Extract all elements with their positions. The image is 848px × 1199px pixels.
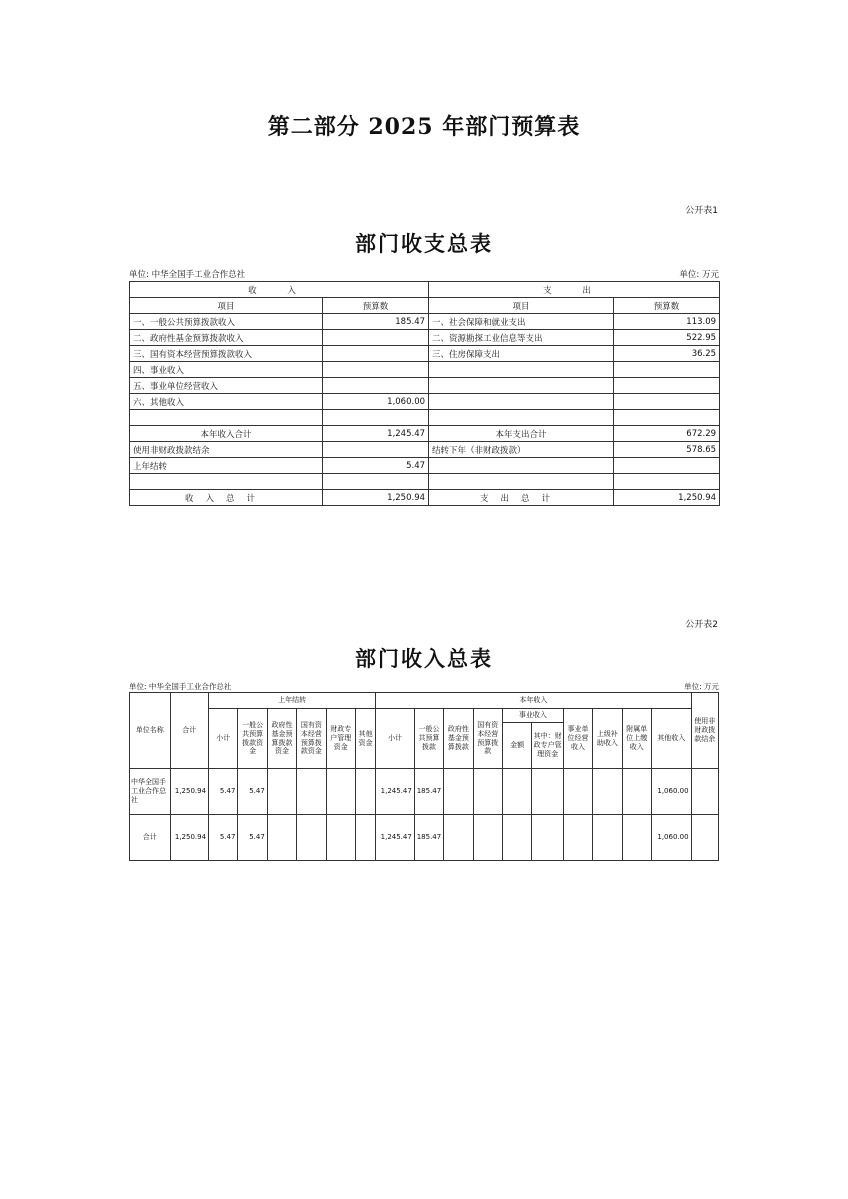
table-row [130,815,719,861]
expense-item-label: 本年支出合计 [429,426,614,442]
row-value: 5.47 [238,769,267,815]
table-row [130,394,720,410]
income-item-label: 收入总计 [130,490,323,506]
income-item-label [130,410,323,426]
row-value [444,815,473,861]
expense-item-value: 1,250.94 [614,490,720,506]
header-total: 合计 [170,693,209,769]
header-shiye-col: 金额 [502,723,531,769]
expense-item-value [614,394,720,410]
table-row [130,314,720,330]
header-curr-col: 政府性基金预算拨款 [444,709,473,769]
expense-item-value [614,458,720,474]
table1-unit-org: 单位: 中华全国手工业合作总社 [129,270,246,280]
table2-unit-row [129,681,719,692]
header-curr-col: 小计 [376,709,415,769]
income-item-label: 上年结转 [130,458,323,474]
header-curr-col: 上级补助收入 [593,709,622,769]
expense-item-label [429,378,614,394]
row-value [532,815,563,861]
row-value [326,815,355,861]
row-value: 1,245.47 [376,815,415,861]
expense-item-label [429,362,614,378]
header-nonfiscal-balance: 使用非财政拨款结余 [691,693,718,769]
expense-item-value [614,378,720,394]
header-curr-col: 其他收入 [651,709,691,769]
table-row [130,378,720,394]
table1-unit-row [129,268,719,280]
table-row [130,442,720,458]
row-value [267,815,296,861]
row-value [297,769,326,815]
expense-item-label: 二、资源勘探工业信息等支出 [429,330,614,346]
row-value: 185.47 [414,815,443,861]
row-value [563,815,592,861]
table-row [130,330,720,346]
income-item-label: 四、事业收入 [130,362,323,378]
table1-tag: 公开表1 [685,206,718,216]
income-expense-table [129,281,720,506]
income-item-value: 1,245.47 [323,426,429,442]
header-unit-name: 单位名称 [130,693,171,769]
income-item-value [323,474,429,490]
row-value [622,815,651,861]
row-value [355,815,375,861]
row-value [355,769,375,815]
expense-item-label: 支出总计 [429,490,614,506]
expense-item-label [429,394,614,410]
row-value: 1,245.47 [376,769,415,815]
header-prev-col: 财政专户管理资金 [326,709,355,769]
header-curr-col: 国有资本经营预算拨款 [473,709,502,769]
row-value: 1,250.94 [170,769,209,815]
row-value [563,769,592,815]
expense-item-value [614,410,720,426]
table2-title: 部门收入总表 [355,646,493,671]
row-value: 1,250.94 [170,815,209,861]
income-item-value: 5.47 [323,458,429,474]
income-item-label: 二、政府性基金预算拨款收入 [130,330,323,346]
income-summary-table [129,692,719,861]
table-row [130,769,719,815]
table2-unit-currency: 单位: 万元 [684,682,719,691]
row-value [593,769,622,815]
income-item-label: 使用非财政拨款结余 [130,442,323,458]
income-item-value: 1,250.94 [323,490,429,506]
col-header-item: 项目 [130,298,323,314]
row-value [532,769,563,815]
expense-header: 支 出 [429,282,720,298]
header-prev-col: 国有资本经营预算拨款资金 [297,709,326,769]
income-item-label: 本年收入合计 [130,426,323,442]
row-value [502,769,531,815]
row-value [444,769,473,815]
table-row [130,458,720,474]
row-value: 1,060.00 [651,769,691,815]
header-curr-col: 一般公共预算拨款 [414,709,443,769]
row-value: 5.47 [238,815,267,861]
header-shiye-col: 其中：财政专户管理资金 [532,723,563,769]
expense-item-label [429,458,614,474]
expense-item-label: 结转下年（非财政拨款） [429,442,614,458]
expense-item-value: 522.95 [614,330,720,346]
row-value [326,769,355,815]
total-row [130,490,720,506]
income-item-label: 六、其他收入 [130,394,323,410]
expense-item-label [429,410,614,426]
income-item-label: 三、国有资本经营预算拨款收入 [130,346,323,362]
expense-item-value: 113.09 [614,314,720,330]
page-title: 第二部分 2025 年部门预算表 [267,114,581,140]
table2-tag: 公开表2 [685,620,718,630]
table-row [130,410,720,426]
row-value [473,769,502,815]
income-header: 收 入 [130,282,429,298]
table-row [130,362,720,378]
row-unit-name: 合计 [130,815,171,861]
table-row [130,346,720,362]
income-item-value [323,330,429,346]
row-value [473,815,502,861]
row-value: 1,060.00 [651,815,691,861]
header-shiye-income: 事业收入 [502,709,563,723]
income-item-value: 1,060.00 [323,394,429,410]
expense-item-value [614,474,720,490]
header-prev-carryover: 上年结转 [209,693,376,709]
table-row [130,474,720,490]
income-item-value [323,410,429,426]
header-curr-col: 事业单位经营收入 [563,709,592,769]
row-value [267,769,296,815]
income-item-label [130,474,323,490]
row-value: 185.47 [414,769,443,815]
expense-item-value [614,362,720,378]
row-value [297,815,326,861]
expense-item-value: 578.65 [614,442,720,458]
row-value [593,815,622,861]
header-curr-col: 附属单位上缴收入 [622,709,651,769]
income-item-value: 185.47 [323,314,429,330]
header-prev-col: 政府性基金预算拨款资金 [267,709,296,769]
row-value [691,769,718,815]
row-value [502,815,531,861]
table2-unit-org: 单位: 中华全国手工业合作总社 [129,682,232,691]
row-value: 5.47 [209,815,238,861]
header-current-income: 本年收入 [376,693,691,709]
table1-unit-currency: 单位: 万元 [679,270,719,280]
income-item-value [323,378,429,394]
income-item-value [323,346,429,362]
row-value [622,769,651,815]
income-item-label: 一、一般公共预算拨款收入 [130,314,323,330]
expense-item-value: 36.25 [614,346,720,362]
header-prev-col: 一般公共预算拨款资金 [238,709,267,769]
row-unit-name: 中华全国手工业合作总社 [130,769,171,815]
income-item-value [323,362,429,378]
expense-item-value: 672.29 [614,426,720,442]
expense-item-label: 一、社会保障和就业支出 [429,314,614,330]
row-value [691,815,718,861]
income-item-value [323,442,429,458]
col-header-budget: 预算数 [323,298,429,314]
header-prev-col: 小计 [209,709,238,769]
col-header-budget: 预算数 [614,298,720,314]
expense-item-label: 三、住房保障支出 [429,346,614,362]
col-header-item: 项目 [429,298,614,314]
income-item-label: 五、事业单位经营收入 [130,378,323,394]
row-value: 5.47 [209,769,238,815]
header-prev-col: 其他资金 [355,709,375,769]
table1-title: 部门收支总表 [355,231,493,256]
subtotal-row [130,426,720,442]
expense-item-label [429,474,614,490]
